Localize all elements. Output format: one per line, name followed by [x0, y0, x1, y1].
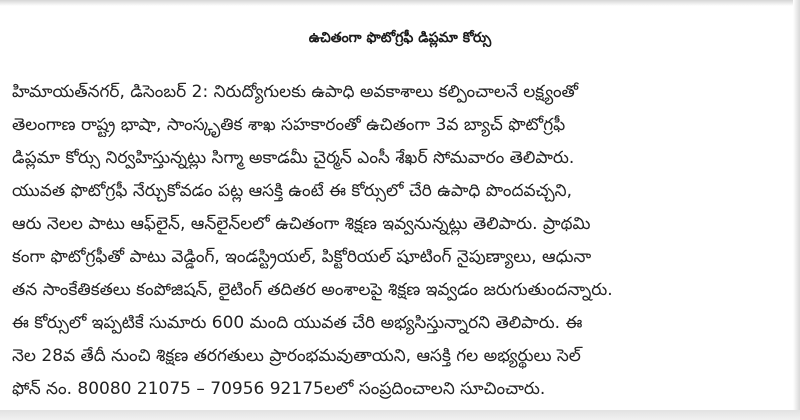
article-headline: ఉచితంగా ఫొటోగ్రఫీ డిప్లమా కోర్సు	[308, 30, 492, 46]
body-line-4: యువత ఫొటోగ్రఫీ నేర్చుకోవడం పట్ల ఆసక్తి ఉంటే ఈ కోర్సులో చేరి ఉపాధి పొందవచ్చని,	[12, 181, 573, 201]
body-line-8: ఈ కోర్సులో ఇప్పటికే సుమారు 600 మంది యువత చేరి అభ్యసిస్తున్నారని తెలిపారు. ఈ	[12, 313, 583, 333]
body-line-6: కంగా ఫొటోగ్రఫీతో పాటు వెడ్డింగ్, ఇండస్ట్రియల్, పిక్టోరియల్ షూటింగ్ నైపుణ్యాలు, ఆధునా	[12, 247, 592, 267]
top-border	[0, 0, 800, 6]
article-body	[12, 76, 782, 406]
body-line-2: తెలంగాణ రాష్ట్ర భాషా, సాంస్కృతిక శాఖ సహకారంతో ఉచితంగా 3వ బ్యాచ్ ఫొటోగ్రఫీ	[12, 115, 566, 135]
right-border	[793, 0, 800, 420]
bottom-border	[0, 410, 800, 420]
body-line-9: నెల 28వ తేదీ నుంచి శిక్షణ తరగతులు ప్రారంభమవుతాయని, ఆసక్తి గల అభ్యర్థులు సెల్	[12, 346, 581, 366]
body-line-10: ఫోన్ నం. 80080 21075 – 70956 92175లలో సంప్రదించాలని సూచించారు.	[12, 379, 546, 399]
body-line-1: హిమాయత్‌నగర్, డిసెంబర్ 2: నిరుద్యోగులకు ఉపాధి అవకాశాలు కల్పించాలనే లక్ష్యంతో	[12, 82, 579, 102]
body-line-7: తన సాంకేతికతలు కంపోజిషన్, లైటింగ్ తదితర అంశాలపై శిక్షణ ఇవ్వడం జరుగుతుందన్నారు.	[12, 280, 613, 300]
body-line-3: డిప్లమా కోర్సు నిర్వహిస్తున్నట్లు సిగ్మా అకాడమీ చైర్మన్ ఎంసీ శేఖర్ సోమవారం తెలిపారు.	[12, 148, 575, 168]
body-line-5: ఆరు నెలల పాటు ఆఫ్‌లైన్, ఆన్‌లైన్‌లలో ఉచితంగా శిక్షణ ఇవ్వనున్నట్లు తెలిపారు. ప్రాథమి	[12, 214, 591, 234]
